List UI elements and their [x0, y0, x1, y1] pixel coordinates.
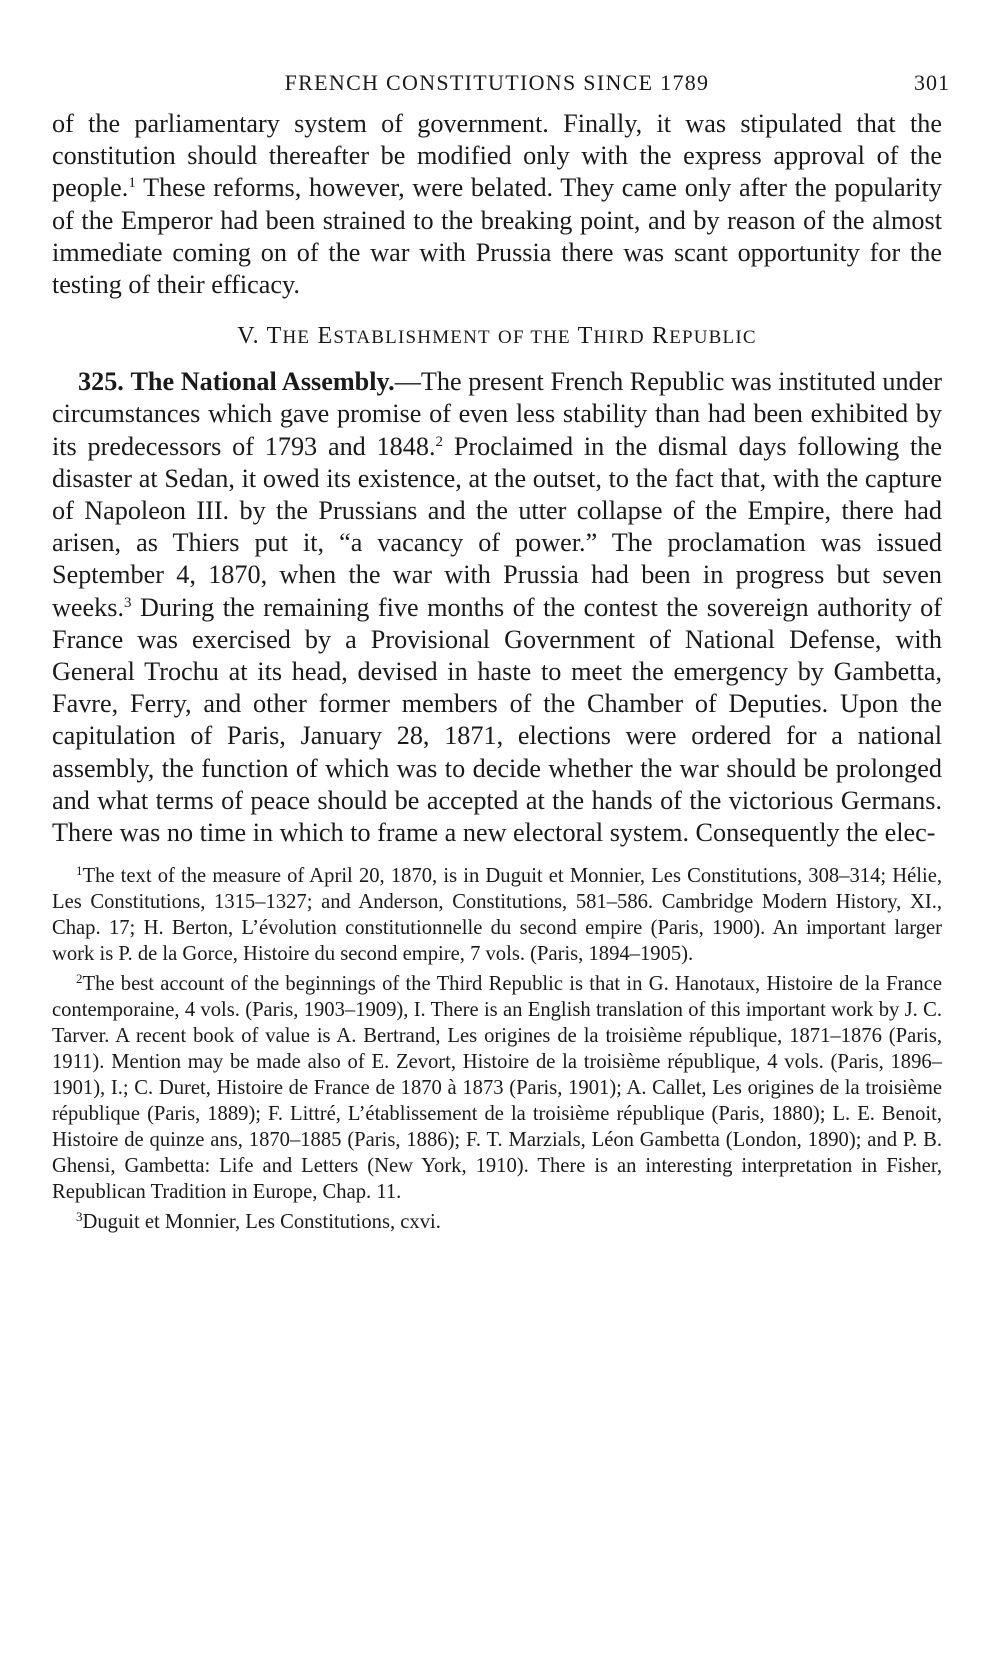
- footnote-text: The text of the measure of April 20, 1870, is in Duguit et Monnier, Les Constitutions, 308–314; Hélie, Les Constitutions, 1315–1327; and Anderson, Constitutions, 581–586. Cambridge Modern History, XI., Chap. 17; H. Berton, L’évolution constitutionnelle du second empire (Paris, 1900). An important larger work is P. de la Gorce, Histoire du second empire, 7 vols. (Paris, 1894–1905).: [52, 865, 942, 966]
- intro-text-1: of the parliamentary system of government. Finally, it was stipulated that the constitution should thereafter be modified only with the express approval of the people.: [52, 109, 942, 203]
- footnote-1: [52, 863, 942, 967]
- intro-paragraph: [52, 108, 942, 301]
- paragraph-number: 325.: [78, 367, 124, 397]
- paragraph-325: [52, 366, 942, 849]
- section-heading: [52, 323, 942, 350]
- heading-w3: OF THE: [498, 327, 571, 349]
- footnote-3: [52, 1209, 942, 1235]
- running-head: [52, 70, 950, 106]
- book-page: [52, 70, 950, 1239]
- heading-w4-initial: T: [577, 323, 594, 350]
- footnote-text: The best account of the beginnings of the Third Republic is that in G. Hanotaux, Histoire de la France contemporaine, 4 vols. (Paris, 1903–1909), I. There is an English translation of this important work by J. C. Tarver. A recent book of value is A. Bertrand, Les origines de la troisième république, 1871–1876 (Paris, 1911). Mention may be made also of E. Zevort, Histoire de la troisième république, 4 vols. (Paris, 1896–1901), I.; C. Duret, Histoire de France de 1870 à 1873 (Paris, 1901); A. Callet, Les origines de la troisième république (Paris, 1889); F. Littré, L’établissement de la troisième république (Paris, 1880); L. E. Benoit, Histoire de quinze ans, 1870–1885 (Paris, 1886); F. T. Marzials, Léon Gambetta (London, 1890); and P. B. Ghensi, Gambetta: Life and Letters (New York, 1910). There is an interesting interpretation in Fisher, Republican Tradition in Europe, Chap. 11.: [52, 973, 942, 1204]
- running-title: FRENCH CONSTITUTIONS SINCE 1789: [284, 70, 710, 95]
- paragraph-text-1: —The present French Republic was instituted under circumstances which gave promise of even less stability than had been exhibited by its predecessors of 1793 and 1848.: [52, 367, 942, 461]
- page-number: 301: [914, 70, 950, 95]
- section-numeral: V.: [237, 323, 267, 350]
- intro-text-2: These reforms, however, were belated. They came only after the popularity of the Emperor had been strained to the breaking point, and by reason of the almost immediate coming on of the war with Prussia there was scant opportunity for the testing of their efficacy.: [52, 173, 942, 300]
- heading-w5-rest: EPUBLIC: [669, 327, 757, 349]
- footnote-text: Duguit et Monnier, Les Constitutions, cxvi.: [82, 1211, 441, 1234]
- footnote-marker: 2: [76, 971, 83, 987]
- footnote-ref-1: 1: [128, 175, 136, 192]
- footnote-ref-3: 3: [124, 594, 132, 611]
- paragraph-title: The National Assembly.: [130, 367, 395, 397]
- paragraph-text-2: Proclaimed in the dismal days following the disaster at Sedan, it owed its existence, at the outset, to the fact that, with the capture of Napoleon III. by the Prussians and the utter collapse of the Empire, there had arisen, as Thiers put it, “a vacancy of power.” The proclamation was issued September 4, 1870, when the war with Prussia had been in progress but seven weeks.: [52, 431, 942, 622]
- heading-w1-rest: HE: [282, 327, 311, 349]
- heading-w5-initial: R: [651, 323, 670, 350]
- footnotes: [52, 863, 942, 1235]
- paragraph-text-3: During the remaining five months of the contest the sovereign authority of France was exercised by a Provisional Government of National Defense, with General Trochu at its head, devised in haste to meet the emergency by Gambetta, Favre, Ferry, and other former members of the Chamber of Deputies. Upon the capitulation of Paris, January 28, 1871, elections were ordered for a national assembly, the function of which was to decide whether the war should be prolonged and what terms of peace should be accepted at the hands of the victorious Germans. There was no time in which to frame a new electoral system. Consequently the elec-: [52, 592, 942, 848]
- footnote-2: [52, 971, 942, 1205]
- footnote-marker: 3: [76, 1209, 83, 1225]
- heading-w2-rest: STABLISHMENT: [333, 327, 491, 349]
- heading-w1-initial: T: [266, 323, 283, 350]
- footnote-marker: 1: [76, 863, 83, 879]
- heading-w2-initial: E: [317, 323, 334, 350]
- heading-w4-rest: HIRD: [593, 327, 645, 349]
- footnote-ref-2: 2: [435, 433, 444, 450]
